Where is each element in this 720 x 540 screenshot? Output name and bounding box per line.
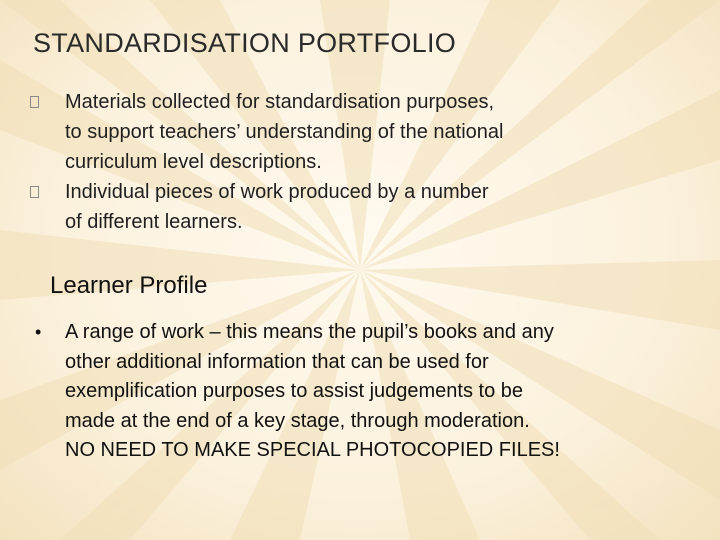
profile-text-line: other additional information that can be used for [65, 350, 489, 373]
portfolio-bullet-list [30, 87, 630, 237]
bullet-text-line: of different learners. [65, 211, 243, 233]
profile-text-line: A range of work – this means the pupil’s books and any [65, 321, 554, 343]
bullet-text-line: Materials collected for standardisation purposes, [65, 91, 495, 113]
profile-text-line: exemplification purposes to assist judgements to be [65, 380, 524, 402]
list-item [30, 87, 630, 177]
list-item [30, 177, 630, 237]
checkbox-square-icon [30, 96, 39, 108]
profile-text-line: NO NEED TO MAKE SPECIAL PHOTOCOPIED FILES! [65, 439, 560, 461]
bullet-text-line: Individual pieces of work produced by a number [65, 181, 489, 203]
bullet-dot-icon: • [35, 322, 42, 342]
learner-profile-list [30, 318, 680, 466]
checkbox-square-icon [30, 186, 39, 198]
list-item [30, 318, 680, 466]
bullet-text-line: curriculum level descriptions. [65, 151, 322, 173]
page-title: STANDARDISATION PORTFOLIO [33, 28, 457, 58]
bullet-text-line: to support teachers’ understanding of the national [65, 121, 504, 143]
section-heading: Learner Profile [50, 272, 208, 299]
profile-text-line: made at the end of a key stage, through moderation. [65, 409, 530, 432]
